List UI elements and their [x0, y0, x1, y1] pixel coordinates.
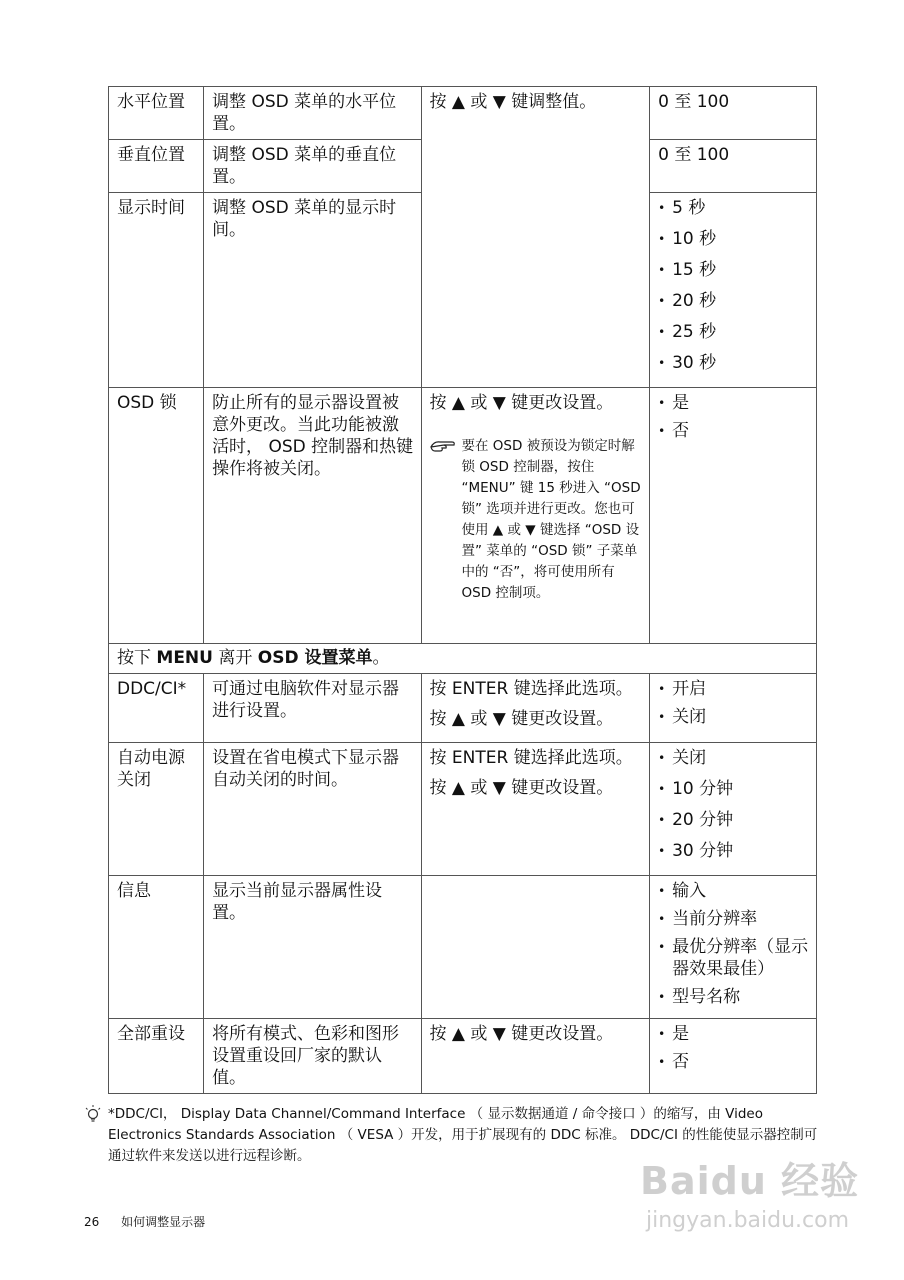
baidu-watermark-url: jingyan.baidu.com: [646, 1208, 850, 1233]
chapter-title: 如何调整显示器: [121, 1215, 206, 1229]
operation-text: 按 ENTER 键选择此选项。: [429, 748, 633, 768]
item-name: 全部重设: [109, 1019, 204, 1094]
pointing-hand-icon: [430, 438, 456, 454]
table-row: [109, 1019, 817, 1094]
option-item: • 30 秒: [658, 352, 810, 374]
item-options: [650, 743, 817, 876]
option-item: • 30 分钟: [658, 840, 810, 862]
item-name: 水平位置: [109, 87, 204, 140]
item-description: 显示当前显示器属性设置。: [204, 876, 421, 1019]
operation-text: 按 ▲ 或 ▼ 键更改设置。: [429, 778, 614, 798]
item-name: DDC/CI*: [109, 674, 204, 743]
note-box: [430, 436, 644, 604]
item-operation: [421, 388, 650, 644]
option-item: • 15 秒: [658, 259, 810, 281]
item-description: 防止所有的显示器设置被意外更改。当此功能被激活时， OSD 控制器和热键操作将被关闭。: [204, 388, 421, 644]
section-end: 。: [372, 648, 390, 668]
item-name: 自动电源关闭: [109, 743, 204, 876]
option-item: • 10 分钟: [658, 778, 810, 800]
section-heading: [109, 644, 817, 674]
item-range: 0 至 100: [650, 140, 817, 193]
item-options: [650, 1019, 817, 1094]
item-operation: [421, 876, 650, 1019]
item-operation: [421, 1019, 650, 1094]
option-item: • 10 秒: [658, 228, 810, 250]
option-item: • 开启: [658, 678, 810, 700]
item-description: 将所有模式、色彩和图形设置重设回厂家的默认值。: [204, 1019, 421, 1094]
operation-text: 按 ▲ 或 ▼ 键调整值。: [429, 92, 597, 112]
option-item: • 25 秒: [658, 321, 810, 343]
option-item: • 20 秒: [658, 290, 810, 312]
item-name: 信息: [109, 876, 204, 1019]
item-operation: [421, 87, 650, 388]
section-menu-name: OSD 设置菜单: [257, 648, 373, 668]
item-description: 调整 OSD 菜单的水平位置。: [204, 87, 421, 140]
option-item: • 当前分辨率: [658, 908, 810, 930]
item-name: 显示时间: [109, 193, 204, 388]
table-row: [109, 674, 817, 743]
lightbulb-icon: [84, 1104, 102, 1126]
baidu-watermark: Baidu 经验: [640, 1159, 860, 1203]
option-item: • 20 分钟: [658, 809, 810, 831]
item-description: 设置在省电模式下显示器自动关闭的时间。: [204, 743, 421, 876]
option-item: • 输入: [658, 880, 810, 902]
footnote-text: *DDC/CI， Display Data Channel/Command Interface （ 显示数据通道 / 命令接口 ）的缩写，由 Video Electronics Standards Association （ VESA ）开发，用于扩展现有的 DDC 标准。 DDC/CI 的性能使显示器控制可通过软件来发送以进行远程诊断。: [108, 1106, 818, 1164]
operation-text: 按 ▲ 或 ▼ 键更改设置。: [429, 393, 614, 413]
item-operation: [421, 674, 650, 743]
table-row: [109, 743, 817, 876]
option-item: • 最优分辨率（显示器效果最佳）: [658, 936, 810, 980]
operation-text: 按 ▲ 或 ▼ 键更改设置。: [429, 1024, 614, 1044]
option-item: • 型号名称: [658, 986, 810, 1008]
item-description: 调整 OSD 菜单的垂直位置。: [204, 140, 421, 193]
section-prefix: 按下: [117, 648, 157, 668]
item-options: [650, 193, 817, 388]
option-item: • 5 秒: [658, 197, 810, 219]
item-description: 可通过电脑软件对显示器进行设置。: [204, 674, 421, 743]
item-options: [650, 876, 817, 1019]
item-options: [650, 388, 817, 644]
table-row: [109, 388, 817, 644]
note-text: 要在 OSD 被预设为锁定时解锁 OSD 控制器，按住 “MENU” 键 15 秒进入 “OSD 锁” 选项并进行更改。您也可使用 ▲ 或 ▼ 键选择 “OSD 设置” 菜单的 “OSD 锁” 子菜单中的 “否”，将可使用所有 OSD 控制项。: [461, 438, 641, 601]
option-item: • 是: [658, 392, 810, 414]
table-row: [109, 87, 817, 140]
item-operation: [421, 743, 650, 876]
item-options: [650, 674, 817, 743]
page-number: 26: [84, 1215, 100, 1229]
option-item: • 关闭: [658, 706, 810, 728]
section-row: [109, 644, 817, 674]
option-item: • 关闭: [658, 747, 810, 769]
operation-text: 按 ENTER 键选择此选项。: [429, 679, 633, 699]
item-range: 0 至 100: [650, 87, 817, 140]
item-name: OSD 锁: [109, 388, 204, 644]
item-name: 垂直位置: [109, 140, 204, 193]
section-menu-key: MENU: [156, 648, 213, 668]
operation-text: 按 ▲ 或 ▼ 键更改设置。: [429, 709, 614, 729]
osd-settings-table: [108, 86, 817, 1094]
table-row: [109, 876, 817, 1019]
page-footer: [84, 1213, 223, 1230]
item-description: 调整 OSD 菜单的显示时间。: [204, 193, 421, 388]
option-item: • 是: [658, 1023, 810, 1045]
option-item: • 否: [658, 420, 810, 442]
section-mid: 离开: [212, 648, 258, 668]
option-item: • 否: [658, 1051, 810, 1073]
